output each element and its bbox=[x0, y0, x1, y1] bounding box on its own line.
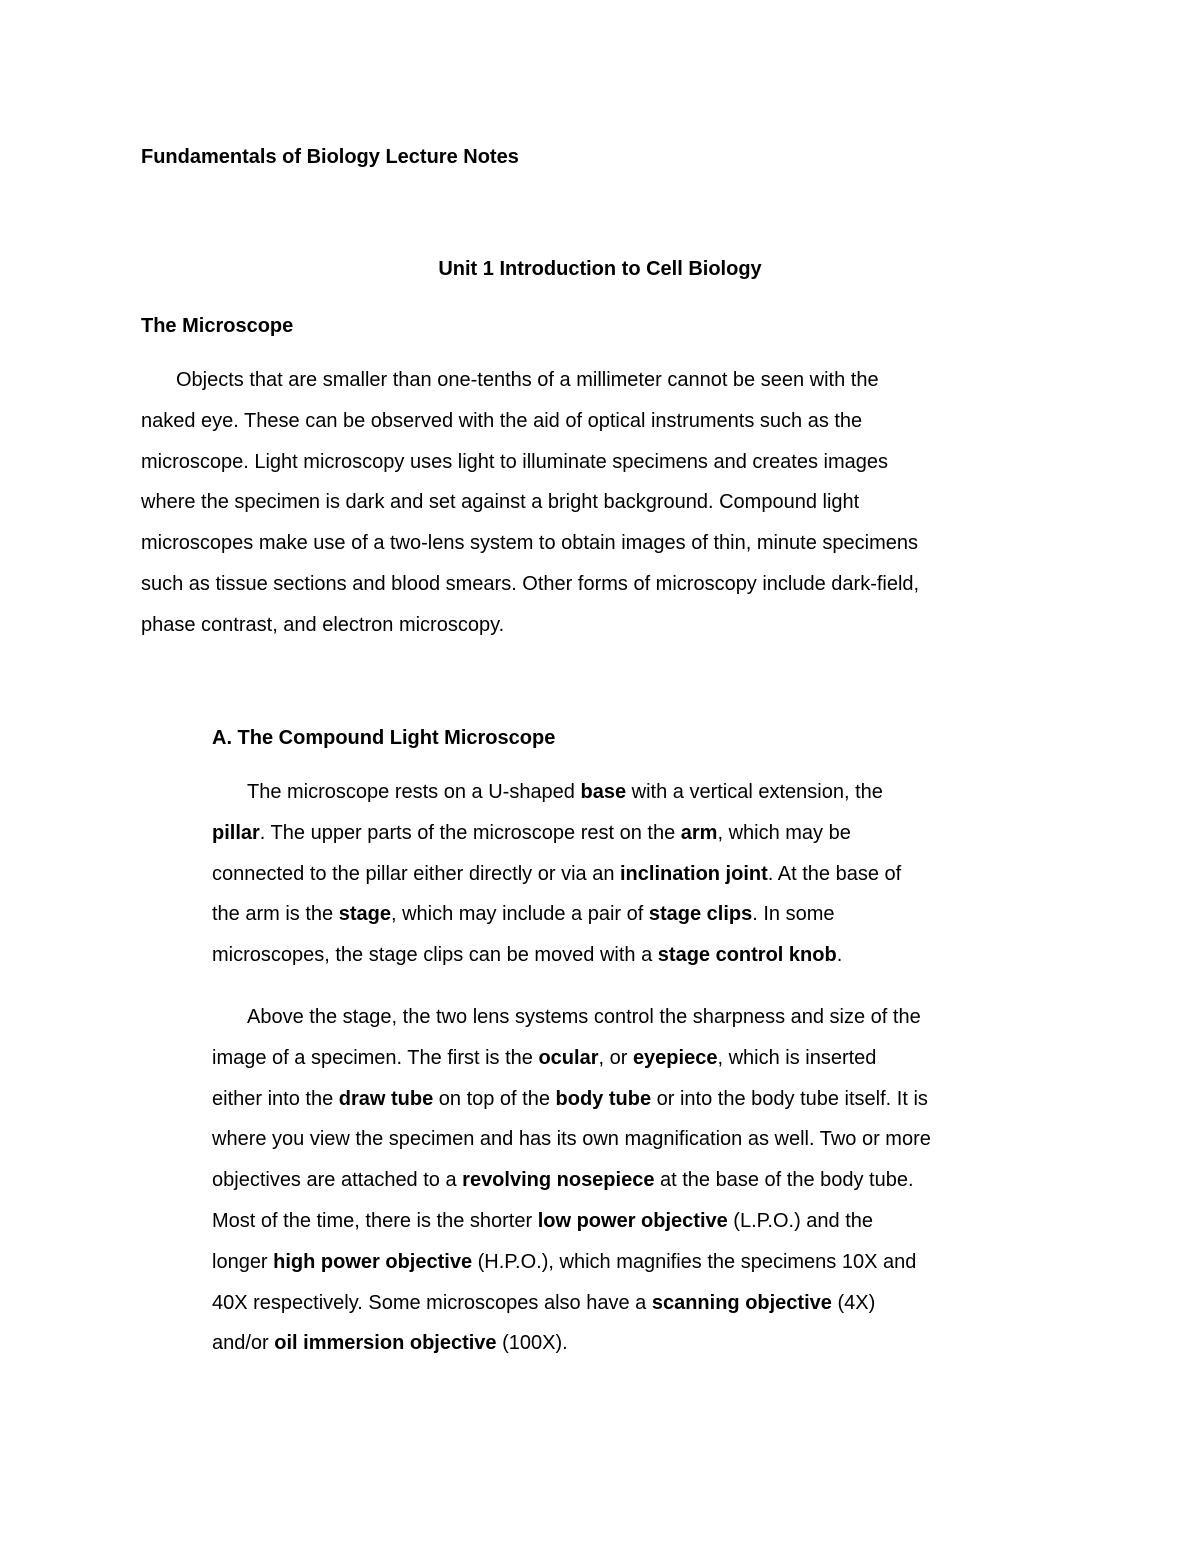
term-base: base bbox=[580, 781, 627, 803]
line-text: (4X) bbox=[831, 1291, 876, 1314]
term-revolving-nosepiece: revolving nosepiece bbox=[462, 1169, 655, 1192]
paragraph-line bbox=[212, 997, 1092, 1038]
term-stage-clips: stage clips bbox=[648, 903, 753, 926]
term-draw-tube: draw tube bbox=[338, 1087, 434, 1110]
line-text: objectives are attached to a bbox=[212, 1169, 463, 1192]
paragraph-line bbox=[212, 813, 1092, 854]
unit-title: Unit 1 Introduction to Cell Biology bbox=[438, 258, 762, 280]
line-text: (100X). bbox=[496, 1332, 568, 1355]
line-text: . The upper parts of the microscope rest on the bbox=[259, 821, 681, 844]
term-ocular: ocular bbox=[538, 1046, 599, 1069]
term-low-power-objective: low power objective bbox=[537, 1209, 728, 1232]
line-text: and/or bbox=[212, 1332, 275, 1355]
line-text: either into the bbox=[212, 1087, 339, 1110]
paragraph-line: microscope. Light microscopy uses light to illuminate specimens and creates images bbox=[141, 450, 889, 473]
paragraph-line bbox=[212, 1079, 1092, 1120]
term-stage: stage bbox=[338, 903, 391, 926]
paragraph-line bbox=[212, 1160, 1092, 1201]
line-text: , which may be bbox=[717, 821, 851, 844]
term-pillar: pillar bbox=[212, 821, 260, 844]
section-title: The Microscope bbox=[141, 315, 294, 337]
line-text: at the base of the body tube. bbox=[654, 1169, 914, 1192]
document-title: Fundamentals of Biology Lecture Notes bbox=[141, 146, 519, 168]
line-text: Objects that are smaller than one-tenths of a millimeter cannot be seen with the bbox=[176, 369, 879, 391]
paragraph-line bbox=[212, 894, 1092, 935]
compound-microscope-paragraph-2 bbox=[212, 997, 1092, 1364]
term-body-tube: body tube bbox=[555, 1087, 652, 1110]
term-scanning-objective: scanning objective bbox=[651, 1291, 832, 1314]
compound-microscope-paragraph-1 bbox=[212, 772, 1092, 976]
paragraph-line bbox=[212, 935, 1092, 976]
line-text: image of a specimen. The first is the bbox=[212, 1046, 539, 1069]
term-oil-immersion-objective: oil immersion objective bbox=[274, 1332, 497, 1355]
line-text: . In some bbox=[752, 903, 835, 926]
intro-paragraph bbox=[141, 360, 1081, 646]
paragraph-line bbox=[212, 1242, 1092, 1283]
line-text: Most of the time, there is the shorter bbox=[212, 1209, 538, 1232]
paragraph-line: phase contrast, and electron microscopy. bbox=[141, 613, 505, 636]
paragraph-line: where the specimen is dark and set against a bright background. Compound light bbox=[141, 491, 860, 514]
term-arm: arm bbox=[680, 821, 718, 844]
paragraph-line: naked eye. These can be observed with the aid of optical instruments such as the bbox=[141, 409, 863, 432]
paragraph-line: such as tissue sections and blood smears. Other forms of microscopy include dark-field, bbox=[141, 572, 920, 595]
line-text: microscopes, the stage clips can be moved with a bbox=[212, 944, 658, 967]
line-text: Above the stage, the two lens systems control the sharpness and size of the bbox=[247, 1006, 921, 1028]
line-text: . At the base of bbox=[767, 862, 902, 885]
line-text: (L.P.O.) and the bbox=[727, 1209, 874, 1232]
line-text: . bbox=[836, 944, 843, 967]
line-text: longer bbox=[212, 1250, 274, 1273]
line-text: , which is inserted bbox=[717, 1046, 877, 1069]
paragraph-line bbox=[212, 1201, 1092, 1242]
line-text: 40X respectively. Some microscopes also have a bbox=[212, 1291, 652, 1314]
paragraph-line bbox=[212, 772, 1092, 813]
term-high-power-objective: high power objective bbox=[273, 1250, 473, 1273]
paragraph-line bbox=[212, 1323, 1092, 1364]
line-text: with a vertical extension, the bbox=[626, 781, 883, 803]
line-text: , or bbox=[598, 1046, 633, 1069]
line-text: connected to the pillar either directly or via an bbox=[212, 862, 620, 885]
line-text: (H.P.O.), which magnifies the specimens 10X and bbox=[472, 1250, 917, 1273]
line-text: on top of the bbox=[433, 1087, 556, 1110]
paragraph-line: where you view the specimen and has its own magnification as well. Two or more bbox=[212, 1128, 931, 1151]
line-text: , which may include a pair of bbox=[390, 903, 649, 926]
subsection-title: A. The Compound Light Microscope bbox=[212, 727, 556, 749]
paragraph-line bbox=[212, 1283, 1092, 1324]
paragraph-line bbox=[212, 1038, 1092, 1079]
term-eyepiece: eyepiece bbox=[632, 1046, 718, 1069]
line-text: The microscope rests on a U-shaped bbox=[247, 781, 581, 803]
line-text: or into the body tube itself. It is bbox=[651, 1087, 928, 1110]
paragraph-line bbox=[141, 360, 1081, 401]
term-inclination-joint: inclination joint bbox=[620, 862, 768, 885]
line-text: the arm is the bbox=[212, 903, 339, 926]
paragraph-line: microscopes make use of a two-lens system to obtain images of thin, minute specimens bbox=[141, 532, 919, 555]
paragraph-line bbox=[212, 854, 1092, 895]
term-stage-control-knob: stage control knob bbox=[657, 944, 837, 967]
